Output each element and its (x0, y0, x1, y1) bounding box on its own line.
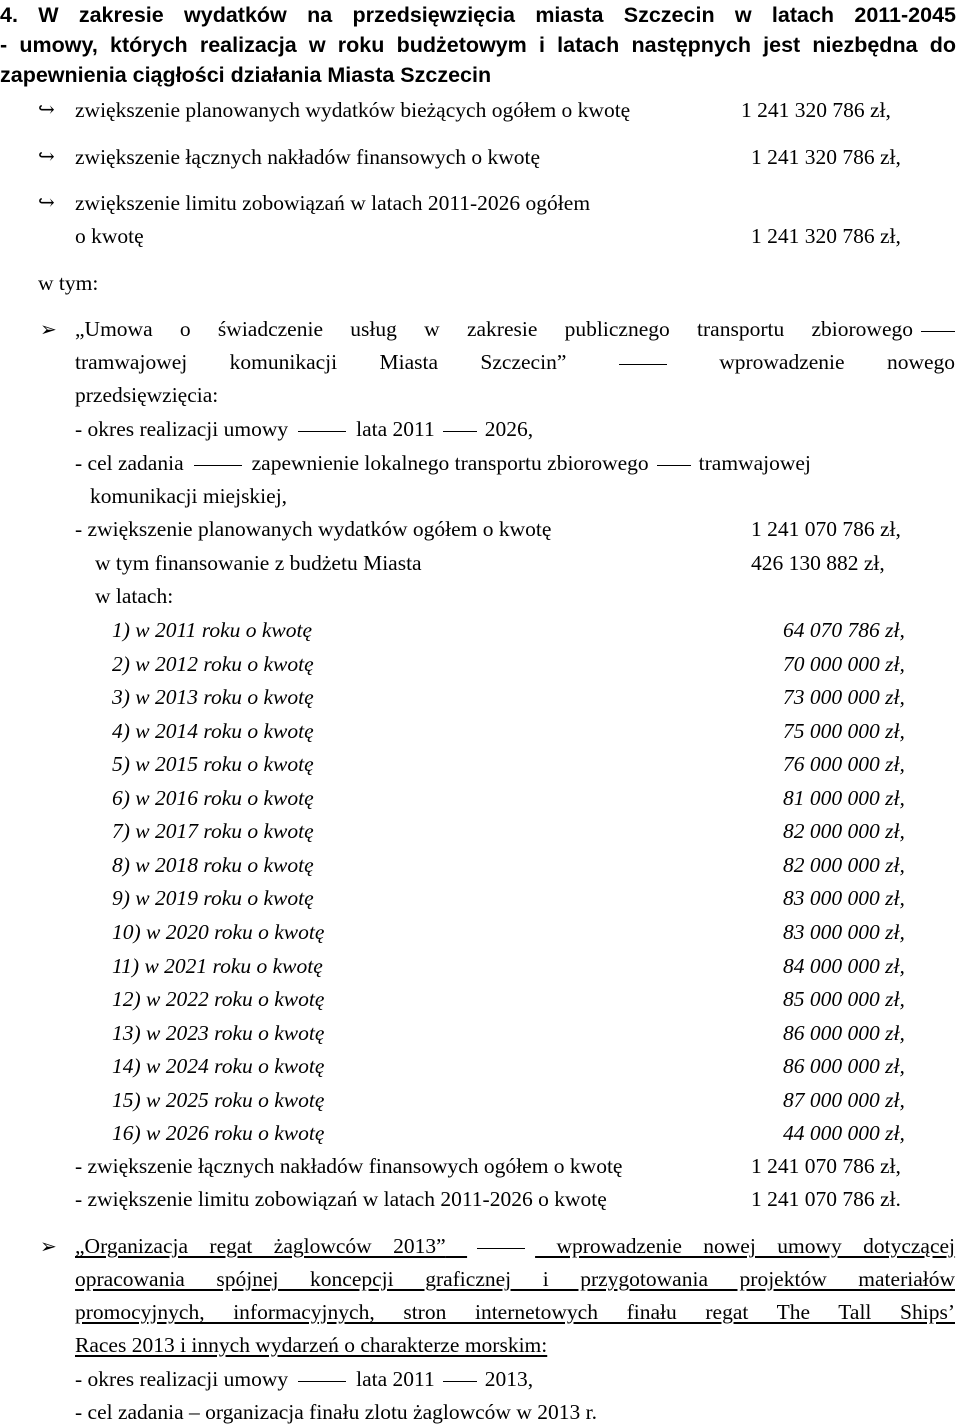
heading-line: zapewnienia ciągłości działania Miasta Szczecin (0, 63, 492, 87)
contract1-years-label: w latach: (95, 584, 174, 608)
year-amount: 86 000 000 zł, (783, 1054, 905, 1079)
dash (298, 431, 346, 432)
contract1-goal: - cel zadania zapewnienie lokalnego transportu zbiorowego tramwajowej (75, 451, 811, 475)
year-amount: 82 000 000 zł, (783, 819, 905, 844)
year-amount: 83 000 000 zł, (783, 886, 905, 911)
year-label: 5) w 2015 roku o kwotę (112, 752, 314, 777)
year-row (0, 1085, 960, 1115)
year-amount: 81 000 000 zł, (783, 785, 905, 810)
year-amount: 75 000 000 zł, (783, 718, 905, 743)
year-label: 16) w 2026 roku o kwotę (112, 1121, 325, 1146)
year-label: 9) w 2019 roku o kwotę (112, 886, 314, 911)
contract1-title-line: przedsięwzięcia: (75, 383, 219, 407)
year-amount: 82 000 000 zł, (783, 852, 905, 877)
year-label: 15) w 2025 roku o kwotę (112, 1087, 325, 1112)
contract1-limit: - zwiększenie limitu zobowiązań w latach 2011-2026 o kwotę 1 241 070 786 zł. (75, 1187, 901, 1211)
year-label: 12) w 2022 roku o kwotę (112, 987, 325, 1012)
year-label: 7) w 2017 roku o kwotę (112, 819, 314, 844)
dash (443, 1381, 477, 1382)
dash (298, 1381, 346, 1382)
arrow-icon: ↪ (38, 192, 55, 214)
contract2-title-line: opracowania spójnej koncepcji graficznej i przygotowania projektów materiałów (75, 1267, 955, 1291)
summary-amount: 1 241 320 786 zł, (741, 98, 891, 122)
year-amount: 87 000 000 zł, (783, 1087, 905, 1112)
bullet-icon: ➢ (40, 1234, 57, 1258)
summary-label: o kwotę (75, 224, 144, 248)
dash (443, 431, 477, 432)
dash (619, 364, 667, 365)
year-row (0, 716, 960, 746)
contract1-period: - okres realizacji umowy lata 2011 2026, (75, 417, 534, 441)
year-row (0, 649, 960, 679)
year-label: 3) w 2013 roku o kwotę (112, 685, 314, 710)
w-tym-label: w tym: (38, 271, 99, 295)
summary-amount: 1 241 320 786 zł, (751, 224, 901, 248)
summary-label: zwiększenie łącznych nakładów finansowych o kwotę (75, 145, 541, 169)
dash (921, 331, 955, 332)
contract2-title-line: Races 2013 i innych wydarzeń o charakterze morskim: (75, 1333, 548, 1357)
contract1-total: - zwiększenie łącznych nakładów finansowych ogółem o kwotę 1 241 070 786 zł, (75, 1154, 901, 1178)
summary-row-cont (0, 221, 960, 251)
year-amount: 85 000 000 zł, (783, 987, 905, 1012)
year-label: 11) w 2021 roku o kwotę (112, 953, 323, 978)
year-row (0, 682, 960, 712)
year-row (0, 951, 960, 981)
contract2-title (75, 1230, 955, 1362)
contract2-title-line: promocyjnych, informacyjnych, stron internetowych finału regat The Tall Ships’ (75, 1300, 955, 1324)
year-amount: 70 000 000 zł, (783, 651, 905, 676)
year-amount: 86 000 000 zł, (783, 1020, 905, 1045)
year-row (0, 917, 960, 947)
year-label: 14) w 2024 roku o kwotę (112, 1054, 325, 1079)
year-label: 6) w 2016 roku o kwotę (112, 785, 314, 810)
summary-row (0, 188, 960, 218)
summary-row (0, 142, 960, 172)
summary-amount: 1 241 320 786 zł, (751, 145, 901, 169)
year-row (0, 615, 960, 645)
year-row (0, 1051, 960, 1081)
year-row (0, 1018, 960, 1048)
year-label: 10) w 2020 roku o kwotę (112, 919, 325, 944)
year-amount: 73 000 000 zł, (783, 685, 905, 710)
contract1-title (75, 313, 955, 412)
year-label: 4) w 2014 roku o kwotę (112, 718, 314, 743)
year-row (0, 749, 960, 779)
arrow-icon: ↪ (38, 99, 55, 121)
contract1-title-line: „Umowa o świadczenie usług w zakresie publicznego transportu zbiorowego (75, 313, 955, 346)
contract2-title-line: „Organizacja regat żaglowców 2013” wprowadzenie nowej umowy dotyczącej (75, 1234, 956, 1258)
year-label: 8) w 2018 roku o kwotę (112, 852, 314, 877)
year-amount: 83 000 000 zł, (783, 919, 905, 944)
year-amount: 64 070 786 zł, (783, 618, 905, 642)
bullet-icon: ➢ (40, 317, 57, 341)
year-label: 13) w 2023 roku o kwotę (112, 1020, 325, 1045)
year-row (0, 850, 960, 880)
year-row (0, 984, 960, 1014)
summary-label: zwiększenie limitu zobowiązań w latach 2011-2026 ogółem (75, 191, 591, 215)
year-row (0, 816, 960, 846)
year-row (0, 883, 960, 913)
heading-line: 4. W zakresie wydatków na przedsięwzięcia miasta Szczecin w latach 2011-2045 (0, 3, 956, 27)
year-row (0, 1118, 960, 1148)
contract2-period: - okres realizacji umowy lata 2011 2013, (75, 1367, 534, 1391)
contract1-goal-cont: komunikacji miejskiej, (90, 484, 288, 508)
year-row (0, 783, 960, 813)
summary-label: zwiększenie planowanych wydatków bieżących ogółem o kwotę (75, 98, 631, 122)
year-amount: 76 000 000 zł, (783, 752, 905, 777)
contract1-title-line: tramwajowej komunikacji Miasta Szczecin” wprowadzenie nowego (75, 350, 956, 374)
contract2-goal: - cel zadania – organizacja finału zlotu żaglowców w 2013 r. (75, 1400, 597, 1424)
year-amount: 44 000 000 zł, (783, 1121, 905, 1146)
year-label: 1) w 2011 roku o kwotę (112, 618, 313, 642)
arrow-icon: ↪ (38, 146, 55, 168)
heading-line: - umowy, których realizacja w roku budżetowym i latach następnych jest niezbędna do (0, 33, 956, 57)
year-amount: 84 000 000 zł, (783, 953, 905, 978)
year-label: 2) w 2012 roku o kwotę (112, 651, 314, 676)
section-heading (0, 0, 956, 90)
dash (194, 465, 242, 466)
dash (657, 465, 691, 466)
contract1-planned: - zwiększenie planowanych wydatków ogółem o kwotę 1 241 070 786 zł, (75, 517, 901, 541)
dash (477, 1248, 525, 1249)
summary-row (0, 95, 960, 125)
contract1-city: w tym finansowanie z budżetu Miasta 426 130 882 zł, (95, 551, 885, 575)
